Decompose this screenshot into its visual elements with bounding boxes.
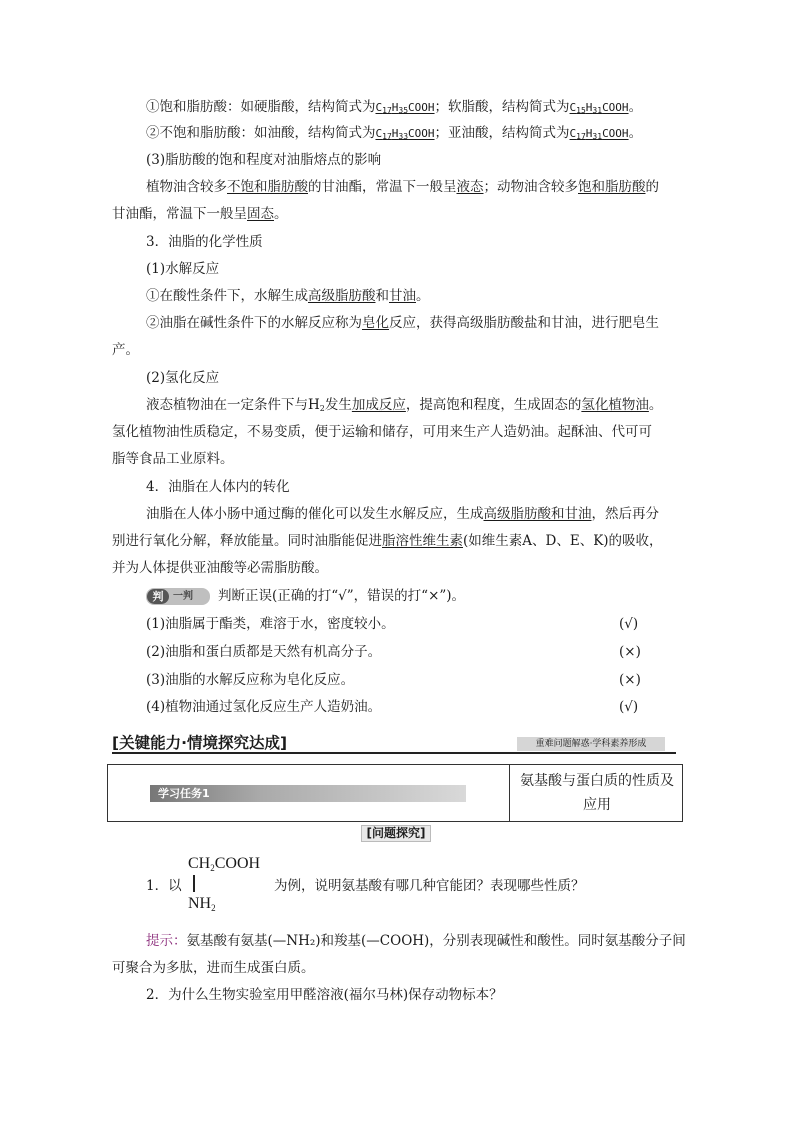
glycine-structure-top: CH2COOH [188, 855, 261, 873]
linoleic-acid-formula: $C_{17}H_{31}COOH$ [569, 127, 629, 141]
palmitic-acid-formula: $C_{15}H_{31}COOH$ [569, 101, 629, 115]
saturation-para-line-1: 植物油含较多不饱和脂肪酸的甘油酯，常温下一般呈液态；动物油含较多饱和脂肪酸的 [146, 179, 659, 195]
judge-mark-3: (×) [619, 672, 641, 688]
glycine-bond-line [193, 875, 195, 892]
saturated-fatty-acid-line: ①饱和脂肪酸：如硬脂酸，结构简式为$C_{17}H_{35}COOH$；软脂酸，结构简式为$C_{15}H_{31}COOH$。 [146, 99, 643, 115]
question-2: 2．为什么生物实验室用甲醛溶液(福尔马林)保存动物标本？ [146, 987, 503, 1003]
hint-label: 提示： [146, 933, 187, 949]
explore-label: [问题探究] [361, 825, 431, 842]
question-1-text: 为例，说明氨基酸有哪几种官能团？表现哪些性质？ [274, 878, 585, 894]
learning-task-box [107, 764, 683, 822]
judge-badge [146, 588, 210, 605]
hydrogenation-heading: (2)氢化反应 [146, 370, 220, 386]
task-label: 学习任务1 [158, 787, 210, 800]
judge-mark-2: (×) [619, 644, 641, 660]
saturation-heading: (3)脂肪酸的饱和程度对油脂熔点的影响 [146, 152, 382, 168]
hydrolysis-line-3: 产。 [112, 342, 139, 358]
judge-badge-rest: 一判 [173, 591, 193, 602]
hint-line-1: 提示：氨基酸有氨基(—NH₂)和羧基(—COOH)，分别表现碱性和酸性。同时氨基酸分子间 [146, 933, 686, 949]
unsaturated-fatty-acid-line: ②不饱和脂肪酸：如油酸，结构简式为$C_{17}H_{33}COOH$；亚油酸，结构简式为$C_{17}H_{31}COOH$。 [146, 125, 643, 141]
task-label-bar [150, 785, 466, 802]
body-transform-line-2: 别进行氧化分解，释放能量。同时油脂能促进脂溶性维生素(如维生素A、D、E、K)的吸收， [112, 533, 663, 549]
hydrogenation-line-2: 氢化植物油性质稳定，不易变质，便于运输和储存，可用来生产人造奶油。起酥油、代可可 [112, 424, 652, 440]
section-title: [关键能力·情境探究达成] [112, 734, 288, 752]
hydrogenation-line-3: 脂等食品工业原料。 [112, 451, 234, 467]
section-tag: 重难问题解惑·学科素养形成 [517, 737, 665, 751]
body-transform-line-3: 并为人体提供亚油酸等必需脂肪酸。 [112, 560, 328, 576]
hydrolysis-heading: (1)水解反应 [146, 261, 220, 277]
judge-item-3: (3)油脂的水解反应称为皂化反应。 [146, 672, 355, 688]
chem-properties-heading: 3．油脂的化学性质 [146, 234, 263, 250]
body-transform-line-1: 油脂在人体小肠中通过酶的催化可以发生水解反应，生成高级脂肪酸和甘油，然后再分 [146, 506, 659, 522]
judge-item-4: (4)植物油通过氢化反应生产人造奶油。 [146, 699, 382, 715]
section-rule [112, 752, 676, 754]
stearic-acid-formula: $C_{17}H_{35}COOH$ [375, 101, 435, 115]
body-transform-heading: 4．油脂在人体内的转化 [146, 479, 290, 495]
judge-item-1: (1)油脂属于酯类，难溶于水，密度较小。 [146, 616, 395, 632]
judge-badge-main: 判 [147, 589, 169, 604]
question-1-prefix: 1．以 [146, 878, 182, 894]
saturation-para-line-2: 甘油酯，常温下一般呈固态。 [112, 206, 288, 222]
hydrolysis-line-1: ①在酸性条件下，水解生成高级脂肪酸和甘油。 [146, 288, 430, 304]
judge-mark-4: (√) [619, 699, 639, 715]
judge-instruction: 判断正误(正确的打“√”，错误的打“×”)。 [218, 588, 466, 604]
hint-line-2: 可聚合为多肽，进而生成蛋白质。 [112, 960, 315, 976]
hydrolysis-line-2: ②油脂在碱性条件下的水解反应称为皂化反应，获得高级脂肪酸盐和甘油，进行肥皂生 [146, 315, 659, 331]
judge-mark-1: (√) [619, 616, 639, 632]
judge-item-2: (2)油脂和蛋白质都是天然有机高分子。 [146, 644, 382, 660]
glycine-structure-bottom: NH2 [188, 895, 216, 913]
oleic-acid-formula: $C_{17}H_{33}COOH$ [375, 127, 435, 141]
task-title: 氨基酸与蛋白质的性质及 应用 [520, 773, 674, 813]
hydrogenation-line-1: 液态植物油在一定条件下与$H_2$发生加成反应，提高饱和程度，生成固态的氢化植物油。 [146, 397, 663, 413]
